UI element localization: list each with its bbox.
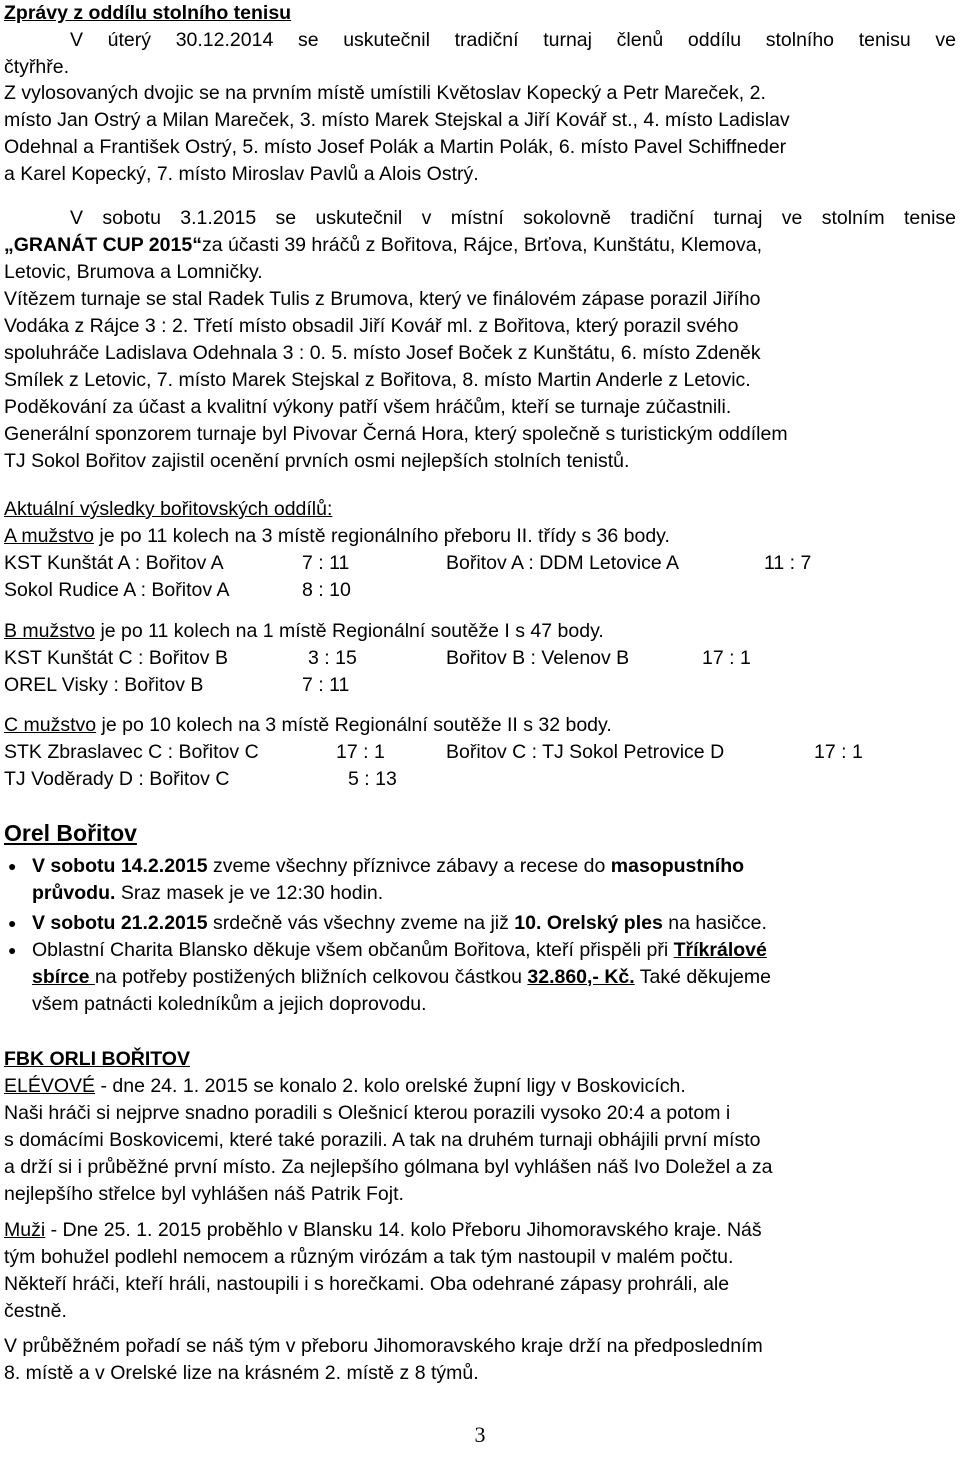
- match-score: 7 : 11: [302, 674, 350, 696]
- tenis-text-line: čtyřhře.: [4, 56, 70, 78]
- fbk-text-line: s domácími Boskovicemi, které také porazili. A tak na druhém turnaji obhájili první místo: [4, 1129, 761, 1151]
- event-highlight: 10.: [514, 912, 542, 934]
- orel-bullet-1-line2: [32, 880, 958, 907]
- tenis-text-line: V úterý 30.12.2014 se uskutečnil tradiční turnaj členů oddílu stolního tenisu ve: [70, 29, 956, 51]
- page-number: 3: [474, 1422, 486, 1447]
- a-team-text: je po 11 kolech na 3 místě regionálního přeboru II. třídy s 36 body.: [93, 525, 670, 547]
- tenis-text-line: TJ Sokol Bořitov zajistil ocenění prvních osmi nejlepších stolních tenistů.: [4, 450, 630, 472]
- match-pair: Bořitov B : Velenov B: [446, 647, 630, 669]
- c-team-summary: [4, 712, 956, 739]
- tenis-text-line: Smílek z Letovic, 7. místo Marek Stejskal z Bořitova, 8. místo Martin Anderle z Letovic.: [4, 369, 751, 391]
- fbk-text-line: Někteří hráči, kteří hráli, nastoupili i s horečkami. Oba odehrané zápasy prohráli, ale: [4, 1273, 730, 1295]
- match-pair: Sokol Rudice A : Bořitov A: [4, 579, 230, 601]
- match-pair: KST Kunštát A : Bořitov A: [4, 552, 224, 574]
- tenis-text-line: Z vylosovaných dvojic se na prvním místě umístili Květoslav Kopecký a Petr Mareček, 2.: [4, 82, 766, 104]
- a-team-summary: [4, 523, 956, 550]
- fbk-text-line: čestně.: [4, 1300, 67, 1322]
- tenis-cup-line: [4, 232, 956, 259]
- muzi-line: [4, 1217, 956, 1244]
- match-score: 3 : 15: [308, 647, 357, 669]
- tenis-text-line: V sobotu 3.1.2015 se uskutečnil v místní sokolovně tradiční turnaj ve stolním tenise: [70, 207, 956, 229]
- b-team-text: je po 11 kolech na 1 místě Regionální soutěže I s 47 body.: [95, 620, 604, 642]
- tenis-text-line: spoluhráče Ladislava Odehnala 3 : 0. 5. místo Josef Boček z Kunštátu, 6. místo Zdeněk: [4, 342, 761, 364]
- tenis-text: za účasti 39 hráčů z Bořitova, Rájce, Brťova, Kunštátu, Klemova,: [201, 234, 763, 256]
- event-highlight: Tříkrálové: [673, 939, 767, 961]
- match-pair: Bořitov C : TJ Sokol Petrovice D: [446, 741, 725, 763]
- b-team-summary: [4, 618, 956, 645]
- match-pair: OREL Visky : Bořitov B: [4, 674, 204, 696]
- b-team-label: B mužstvo: [4, 620, 96, 642]
- event-text: na potřeby postižených bližních celkovou částkou: [94, 966, 528, 988]
- bullet-icon: ●: [8, 915, 17, 931]
- muzi-label: Muži: [4, 1219, 46, 1241]
- section-title-orel: Orel Bořitov: [4, 820, 137, 846]
- tenis-text-line: Vítězem turnaje se stal Radek Tulis z Brumova, který ve finálovém zápase porazil Jiřího: [4, 288, 761, 310]
- tenis-text-line: Letovic, Brumova a Lomničky.: [4, 261, 263, 283]
- match-score: 7 : 11: [302, 552, 350, 574]
- tenis-text-line: a Karel Kopecký, 7. místo Miroslav Pavlů a Alois Ostrý.: [4, 163, 479, 185]
- fbk-text-line: a drží si i průběžné první místo. Za nejlepšího gólmana byl vyhlášen náš Ivo Doležel a za: [4, 1156, 773, 1178]
- fbk-text-line: tým bohužel podlehl nemocem a různým virózám a tak tým nastoupil v malém počtu.: [4, 1246, 734, 1268]
- match-pair: TJ Voděrady D : Bořitov C: [4, 768, 230, 790]
- orel-bullet-2: [32, 910, 958, 937]
- c-team-text: je po 10 kolech na 3 místě Regionální soutěže II s 32 body.: [96, 714, 612, 736]
- elev-line: [4, 1073, 956, 1100]
- fbk-text-line: Naši hráči si nejprve snadno poradili s Olešnicí kterou porazili vysoko 20:4 a potom i: [4, 1102, 731, 1124]
- elev-text: - dne 24. 1. 2015 se konalo 2. kolo orelské župní ligy v Boskovicích.: [95, 1075, 686, 1097]
- event-text: Sraz masek je ve 12:30 hodin.: [115, 882, 384, 904]
- event-highlight: sbírce: [32, 966, 95, 988]
- orel-bullet-3-line3: všem patnácti koledníkům a jejich doprovodu.: [32, 993, 427, 1015]
- tenis-text-line: Poděkování za účast a kvalitní výkony patří všem hráčům, kteří se turnaje zúčastnili.: [4, 396, 732, 418]
- event-highlight: masopustního: [610, 855, 745, 877]
- match-score: 17 : 1: [336, 741, 385, 763]
- event-text: Oblastní Charita Blansko děkuje všem občanům Bořitova, kteří přispěli při: [32, 939, 674, 961]
- section-title-fbk: FBK ORLI BOŘITOV: [4, 1048, 190, 1070]
- tenis-text-line: Odehnal a František Ostrý, 5. místo Josef Polák a Martin Polák, 6. místo Pavel Schiffneder: [4, 136, 787, 158]
- match-pair: Bořitov A : DDM Letovice A: [446, 552, 680, 574]
- c-team-label: C mužstvo: [4, 714, 97, 736]
- event-date: V sobotu 21.2.2015: [32, 912, 208, 934]
- event-text: na hasičce.: [662, 912, 767, 934]
- tenis-text-line: Generální sponzorem turnaje byl Pivovar Černá Hora, který společně s turistickým oddílem: [4, 423, 788, 445]
- event-highlight: Orelský ples: [541, 912, 663, 934]
- muzi-text: - Dne 25. 1. 2015 proběhlo v Blansku 14. kolo Přeboru Jihomoravského kraje. Náš: [45, 1219, 762, 1241]
- match-score: 5 : 13: [348, 768, 397, 790]
- match-pair: STK Zbraslavec C : Bořitov C: [4, 741, 259, 763]
- cup-name: „GRANÁT CUP 2015“: [4, 234, 202, 256]
- event-text: Také děkujeme: [634, 966, 771, 988]
- bullet-icon: ●: [8, 858, 17, 874]
- match-score: 11 : 7: [764, 552, 812, 574]
- event-highlight: průvodu.: [32, 882, 116, 904]
- elev-label: ELÉVOVÉ: [4, 1075, 96, 1097]
- event-text: srdečně vás všechny zveme na již: [207, 912, 515, 934]
- fbk-text-line: nejlepšího střelce byl vyhlášen náš Patrik Fojt.: [4, 1183, 404, 1205]
- match-score: 17 : 1: [702, 647, 751, 669]
- match-score: 17 : 1: [814, 741, 863, 763]
- a-team-label: A mužstvo: [4, 525, 94, 547]
- amount: 32.860,- Kč.: [527, 966, 635, 988]
- tenis-text-line: Vodáka z Rájce 3 : 2. Třetí místo obsadil Jiří Kovář ml. z Bořitova, který porazil svého: [4, 315, 739, 337]
- bullet-icon: ●: [8, 942, 17, 958]
- event-text: zveme všechny příznivce zábavy a recese do: [207, 855, 611, 877]
- tenis-text-line: místo Jan Ostrý a Milan Mareček, 3. místo Marek Stejskal a Jiří Kovář st., 4. místo Ladislav: [4, 109, 790, 131]
- orel-bullet-3-line2: [32, 964, 958, 991]
- orel-bullet-1-line1: [32, 853, 958, 880]
- match-pair: KST Kunštát C : Bořitov B: [4, 647, 228, 669]
- orel-bullet-3-line1: [32, 937, 958, 964]
- fbk-text-line: V průběžném pořadí se náš tým v přeboru Jihomoravského kraje drží na předposledním: [4, 1335, 763, 1357]
- event-date: V sobotu 14.2.2015: [32, 855, 208, 877]
- fbk-text-line: 8. místě a v Orelské lize na krásném 2. místě z 8 týmů.: [4, 1362, 479, 1384]
- section-title-tenis: Zprávy z oddílu stolního tenisu: [4, 2, 292, 24]
- match-score: 8 : 10: [302, 579, 351, 601]
- results-heading: Aktuální výsledky bořitovských oddílů:: [4, 498, 333, 520]
